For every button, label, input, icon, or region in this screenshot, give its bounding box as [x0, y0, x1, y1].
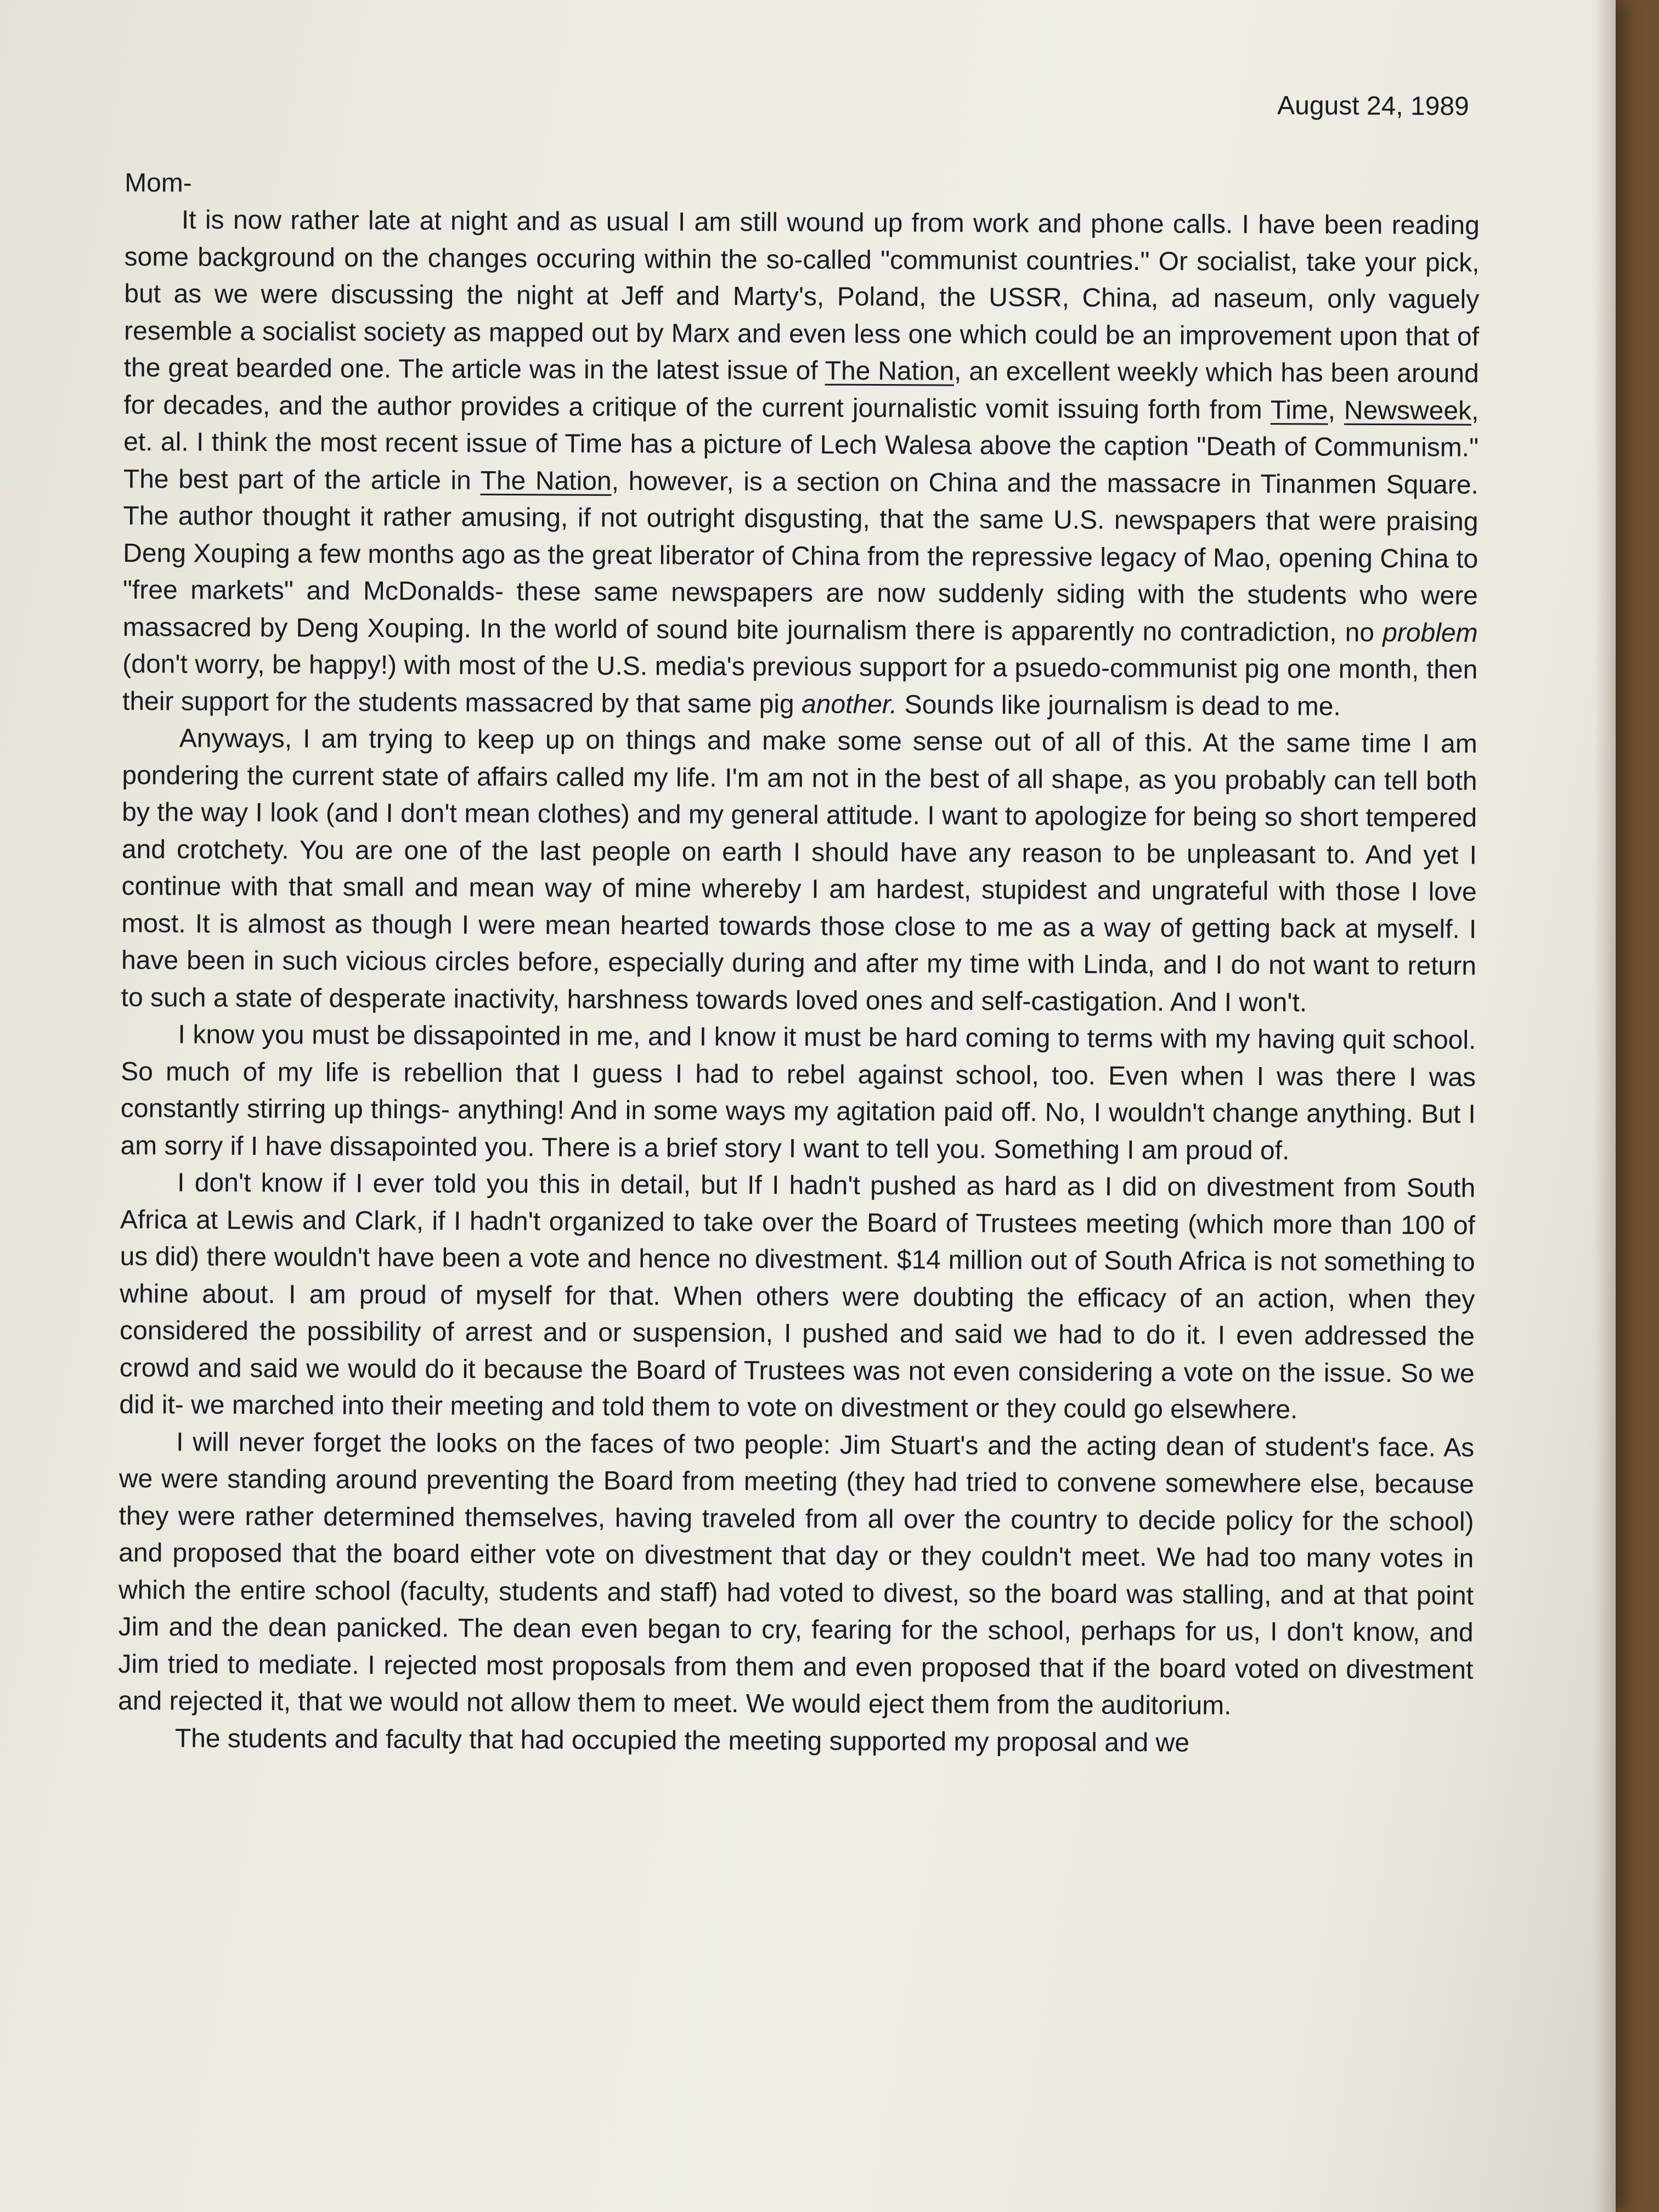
letter-paragraph [118, 1719, 1473, 1762]
emphasized-text: another. [801, 689, 898, 719]
letter-salutation: Mom- [125, 168, 192, 198]
letter-paragraph [120, 1016, 1476, 1170]
paragraph-text: It is now rather late at night and as usual I am still wound up from work and phone calls. I have been reading some background on the changes occuring within the so-called "communist countries." Or socialist, take your pick, but as we were discussing the night at Jeff and Marty's, Poland, the USSR, China, ad naseum, only vaguely resemble a socialist society as mapped out by Marx and even less one which could be an improvement upon that of the great bearded one. The article was in the latest issue of [123, 205, 1480, 386]
paragraph-text: Anyways, I am trying to keep up on things and make some sense out of all of this. At the same time I am pondering the current state of affairs called my life. I'm am not in the best of all shape, as you probably can tell both by the way I look (and I don't mean clothes) and my general attitude. I want to apologize for being so short tempered and crotchety. You are one of the last people on earth I should have any reason to be unpleasant to. And yet I continue with that small and mean way of mine whereby I am hardest, stupidest and ungrateful with those I love most. It is almost as though I were mean hearted towards those close to me as a way of getting back at myself. I have been in such vicious circles before, especially during and after my time with Linda, and I do not want to return to such a state of desperate inactivity, harshness towards loved ones and self-castigation. And I won't. [121, 724, 1477, 1017]
letter-paragraph [118, 1423, 1474, 1725]
paragraph-text: , an excellent weekly which has been around for decades, and the author provides a critique of the current journalistic vomit issuing forth from [123, 357, 1479, 425]
letter-paragraph [121, 720, 1477, 1022]
underlined-title: Time [1270, 395, 1328, 425]
paragraph-text: , however, is a section on China and the massacre in Tinanmen Square. The author thought it rather amusing, if not outright disgusting, that the same U.S. newspapers that were praising Deng Xouping a few months ago as the great liberator of China from the repressive legacy of Mao, opening China to "free markets" and McDonalds- these same newspapers are now suddenly siding with the students who were massacred by Deng Xouping. In the world of sound bite journalism there is apparently no contradiction, no [122, 466, 1479, 647]
underlined-title: The Nation [480, 466, 612, 496]
letter-paragraph [122, 201, 1480, 726]
paragraph-text: I will never forget the looks on the faces of two people: Jim Stuart's and the acting dean of student's face. As we were standing around preventing the Board from meeting (they had tried to convene somewhere else, because they were rather determined themselves, having traveled from all over the country to decide policy for the school) and proposed that the board either vote on divestment that day or they couldn't meet. We had too many votes in which the entire school (faculty, students and staff) had voted to divest, so the board was stalling, and at that point Jim and the dean panicked. The dean even began to cry, fearing for the school, perhaps for us, I don't know, and Jim tried to mediate. I rejected most proposals from them and even proposed that if the board voted on divestment and rejected it, that we would not allow them to meet. We would eject them from the auditorium. [118, 1427, 1475, 1720]
underlined-title: Newsweek [1344, 396, 1472, 426]
emphasized-text: problem [1383, 618, 1478, 648]
paragraph-text: , et. al. I think the most recent issue of Time has a picture of Lech Walesa above the caption "Death of Communism." The best part of the article in [123, 396, 1479, 495]
paragraph-text: Sounds like journalism is dead to me. [897, 690, 1341, 721]
letter-body [118, 82, 1480, 1763]
underlined-title: The Nation [825, 356, 955, 386]
page-edge-shadow [1594, 0, 1616, 2212]
letter-date: August 24, 1989 [1277, 91, 1469, 121]
paragraph-text: I know you must be dissapointed in me, and I know it must be hard coming to terms with my having quit school. So much of my life is rebellion that I guess I had to rebel against school, too. Even when I was there I was constantly stirring up things- anything! And in some ways my agitation paid off. No, I wouldn't change anything. But I am sorry if I have dissapointed you. There is a brief story I want to tell you. Something I am proud of. [120, 1020, 1476, 1165]
paragraph-text: The students and faculty that had occupied the meeting supported my proposal and we [174, 1723, 1190, 1757]
letter-paragraphs [118, 201, 1480, 1763]
paragraph-text: I don't know if I ever told you this in detail, but If I hadn't pushed as hard as I did on divestment from South Africa at Lewis and Clark, if I hadn't organized to take over the Board of Trustees meeting (which more than 100 of us did) there wouldn't have been a vote and hence no divestment. $14 million out of South Africa is not something to whine about. I am proud of myself for that. When others were doubting the efficacy of an action, when they considered the possibility of arrest and or suspension, I pushed and said we had to do it. I even addressed the crowd and said we would do it because the Board of Trustees was not even considering a vote on the issue. So we did it- we marched into their meeting and told them to vote on divestment or they could go elsewhere. [119, 1168, 1476, 1425]
paragraph-text: , [1328, 396, 1345, 425]
letter-paragraph [119, 1164, 1475, 1429]
paragraph-text: (don't worry, be happy!) with most of the U.S. media's previous support for a psuedo-communist pig one month, then their support for the students massacred by that same pig [122, 649, 1478, 719]
